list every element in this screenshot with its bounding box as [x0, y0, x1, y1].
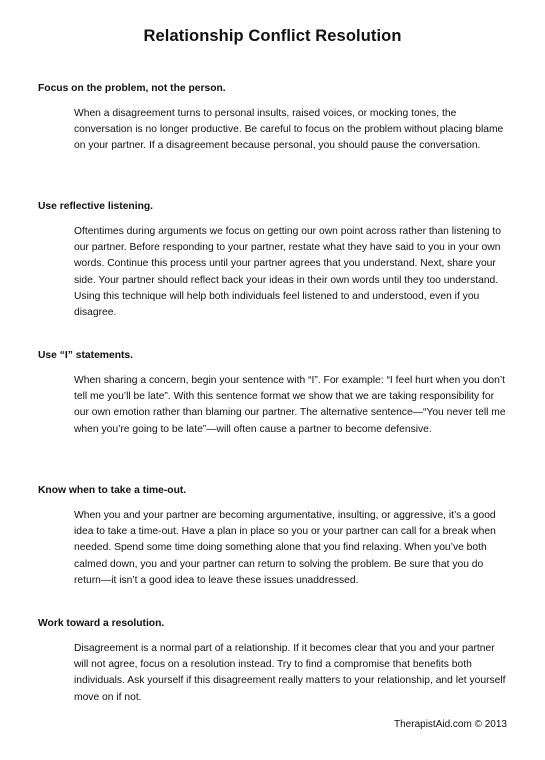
- section-time-out: [38, 484, 510, 589]
- section-body: When sharing a concern, begin your sentence with “I”. For example: “I feel hurt when you don’t tell me you’ll be late”. With this sentence format we show that we are taking responsibility for our own emotion rather than blaming our partner. The alternative sentence—“You never tell me when you’re going to be late”—will often cause a partner to become defensive.: [74, 375, 506, 435]
- section-heading: Work toward a resolution.: [38, 618, 165, 629]
- section-reflective-listening: [38, 200, 510, 321]
- page-title: Relationship Conflict Resolution: [143, 27, 402, 45]
- section-heading: Use reflective listening.: [38, 201, 154, 212]
- section-i-statements: [38, 349, 510, 438]
- section-body: Disagreement is a normal part of a relationship. If it becomes clear that you and your partner will not agree, focus on a resolution instead. Try to find a compromise that benefits both individuals. Ask yourself if this disagreement really matters to your relationship, and let yourself move on if not.: [74, 643, 506, 703]
- section-heading: Know when to take a time-out.: [38, 485, 187, 496]
- section-resolution: [38, 617, 510, 706]
- footer-copyright: TherapistAid.com © 2013: [394, 719, 507, 730]
- section-focus-on-problem: [38, 82, 510, 155]
- section-heading: Use “I” statements.: [38, 350, 133, 361]
- section-heading: Focus on the problem, not the person.: [38, 83, 226, 94]
- section-body: Oftentimes during arguments we focus on getting our own point across rather than listening to our partner. Before responding to your partner, restate what they have said to you in your own words. Continue this process until your partner agrees that you understand. Next, share your side. Your partner should reflect back your ideas in their own words until they too understand. Using this technique will help both individuals feel listened to and understood, even if you disagree.: [74, 226, 501, 319]
- section-body: When you and your partner are becoming argumentative, insulting, or aggressive, it’s a good idea to take a time-out. Have a plan in place so you or your partner can call for a break when needed. Spend some time doing something alone that you find relaxing. When you’ve both calmed down, you and your partner can return to solving the problem. Be sure that you do return—it isn’t a good idea to leave these issues unaddressed.: [74, 510, 496, 586]
- section-body: When a disagreement turns to personal insults, raised voices, or mocking tones, the conversation is no longer productive. Be careful to focus on the problem without placing blame on your partner. If a disagreement because personal, you should pause the conversation.: [74, 108, 504, 152]
